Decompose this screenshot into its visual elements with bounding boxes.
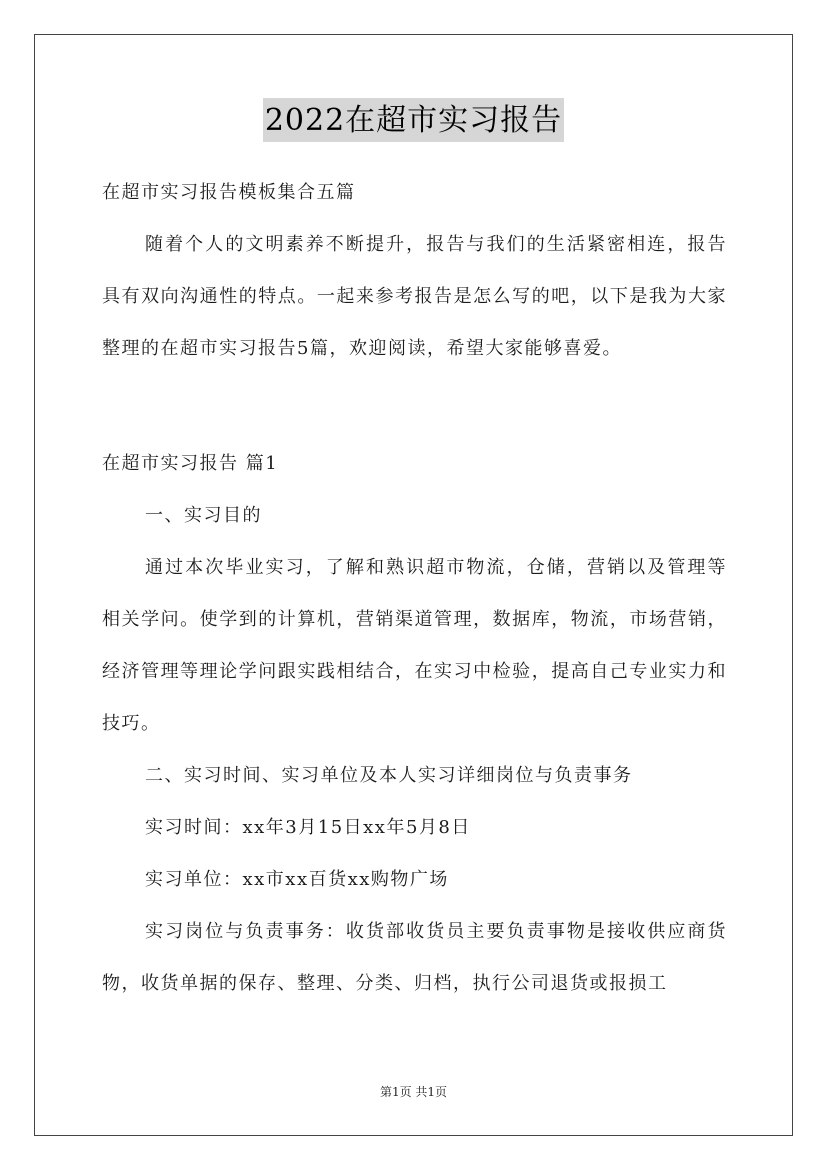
section-heading: 在超市实习报告 篇1 <box>102 453 279 474</box>
internship-duty: 实习岗位与负责事务：收货部收货员主要负责事物是接收供应商货物，收货单据的保存、整理、分类、归档，执行公司退货或报损工 <box>102 921 727 994</box>
title-container <box>0 98 827 142</box>
subtitle: 在超市实习报告模板集合五篇 <box>102 182 356 203</box>
internship-time: 实习时间：xx年3月15日xx年5月8日 <box>145 817 471 838</box>
section-body <box>102 438 727 1010</box>
heading-purpose: 一、实习目的 <box>145 505 262 526</box>
document-title: 2022在超市实习报告 <box>263 98 564 142</box>
purpose-paragraph: 通过本次毕业实习，了解和熟识超市物流，仓储，营销以及管理等相关学问。使学到的计算机，营销渠道管理，数据库，物流，市场营销，经济管理等理论学问跟实践相结合，在实习中检验，提高自己专业实力和技巧。 <box>102 557 727 734</box>
intro-paragraph: 随着个人的文明素养不断提升，报告与我们的生活紧密相连，报告具有双向沟通性的特点。一起来参考报告是怎么写的吧，以下是我为大家整理的在超市实习报告5篇，欢迎阅读，希望大家能够喜爱。 <box>102 234 727 359</box>
document-body <box>102 167 727 375</box>
internship-unit: 实习单位：xx市xx百货xx购物广场 <box>145 869 449 890</box>
page-footer: 第1页 共1页 <box>379 1085 448 1099</box>
heading-time-unit: 二、实习时间、实习单位及本人实习详细岗位与负责事务 <box>145 765 633 786</box>
